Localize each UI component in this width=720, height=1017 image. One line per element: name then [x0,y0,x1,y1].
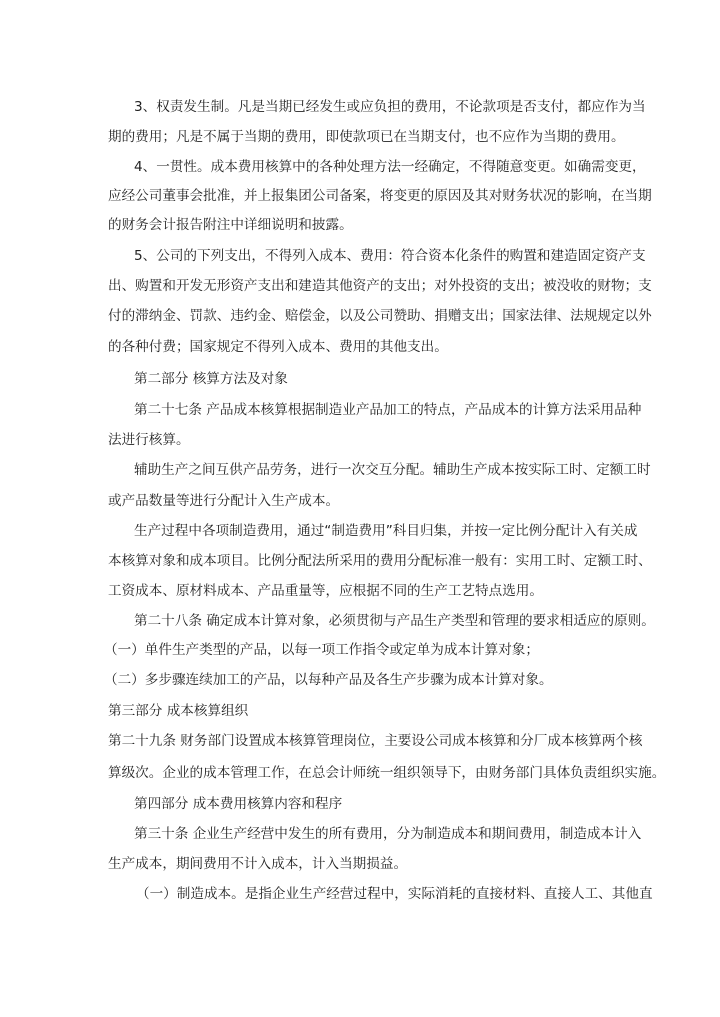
paragraph-line: 5、公司的下列支出，不得列入成本、费用：符合资本化条件的购置和建造固定资产支 [134,248,646,264]
paragraph-line: 工资成本、原材料成本、产品重量等，应根据不同的生产工艺特点选用。 [108,583,543,599]
paragraph-line: 的财务会计报告附注中详细说明和披露。 [108,217,353,233]
paragraph-line: 本核算对象和成本项目。比例分配法所采用的费用分配标准一般有：实用工时、定额工时、 [108,553,652,569]
paragraph-line: 第三十条 企业生产经营中发生的所有费用，分为制造成本和期间费用，制造成本计入 [134,826,642,842]
list-item: （一）制造成本。是指企业生产经营过程中，实际消耗的直接材料、直接人工、其他直 [136,886,653,902]
paragraph-line: 期的费用；凡是不属于当期的费用，即使款项已在当期支付，也不应作为当期的费用。 [108,129,625,145]
paragraph-line: 的各种付费；国家规定不得列入成本、费用的其他支出。 [108,339,448,355]
paragraph-line: 第二十八条 确定成本计算对象，必须贯彻与产品生产类型和管理的要求相适应的原则。 [134,613,655,629]
paragraph-line: 3、权责发生制。凡是当期已经发生或应负担的费用，不论款项是否支付，都应作为当 [134,99,646,115]
section-heading: 第四部分 成本费用核算内容和程序 [134,796,343,812]
paragraph-line: 或产品数量等进行分配计入生产成本。 [108,493,340,509]
paragraph-line: 第二十七条 产品成本核算根据制造业产品加工的特点，产品成本的计算方法采用品种 [134,402,642,418]
paragraph-line: 生产过程中各项制造费用，通过“制造费用”科目归集，并按一定比例分配计入有关成 [134,523,638,539]
paragraph-line: 生产成本，期间费用不计入成本，计入当期损益。 [108,856,408,872]
paragraph-line: 应经公司董事会批准，并上报集团公司备案，将变更的原因及其对财务状况的影响，在当期 [108,188,652,204]
list-item: （一）单件生产类型的产品，以每一项工作指令或定单为成本计算对象； [104,642,539,658]
list-item: （二）多步骤连续加工的产品，以每种产品及各生产步骤为成本计算对象。 [104,672,553,688]
paragraph-line: 辅助生产之间互供产品劳务，进行一次交互分配。辅助生产成本按实际工时、定额工时 [134,462,651,478]
paragraph-line: 第二十九条 财务部门设置成本核算管理岗位，主要设公司成本核算和分厂成本核算两个核 [108,733,643,749]
paragraph-line: 算级次。企业的成本管理工作，在总会计师统一组织领导下，由财务部门具体负责组织实施。 [108,765,666,781]
section-heading: 第二部分 核算方法及对象 [134,371,288,387]
paragraph-line: 4、一贯性。成本费用核算中的各种处理方法一经确定，不得随意变更。如确需变更， [134,159,646,175]
paragraph-line: 出、购置和开发无形资产支出和建造其他资产的支出；对外投资的支出；被没收的财物；支 [108,278,652,294]
paragraph-line: 法进行核算。 [108,432,190,448]
section-heading: 第三部分 成本核算组织 [108,703,249,719]
paragraph-line: 付的滞纳金、罚款、违约金、赔偿金，以及公司赞助、捐赠支出；国家法律、法规规定以外 [108,308,652,324]
